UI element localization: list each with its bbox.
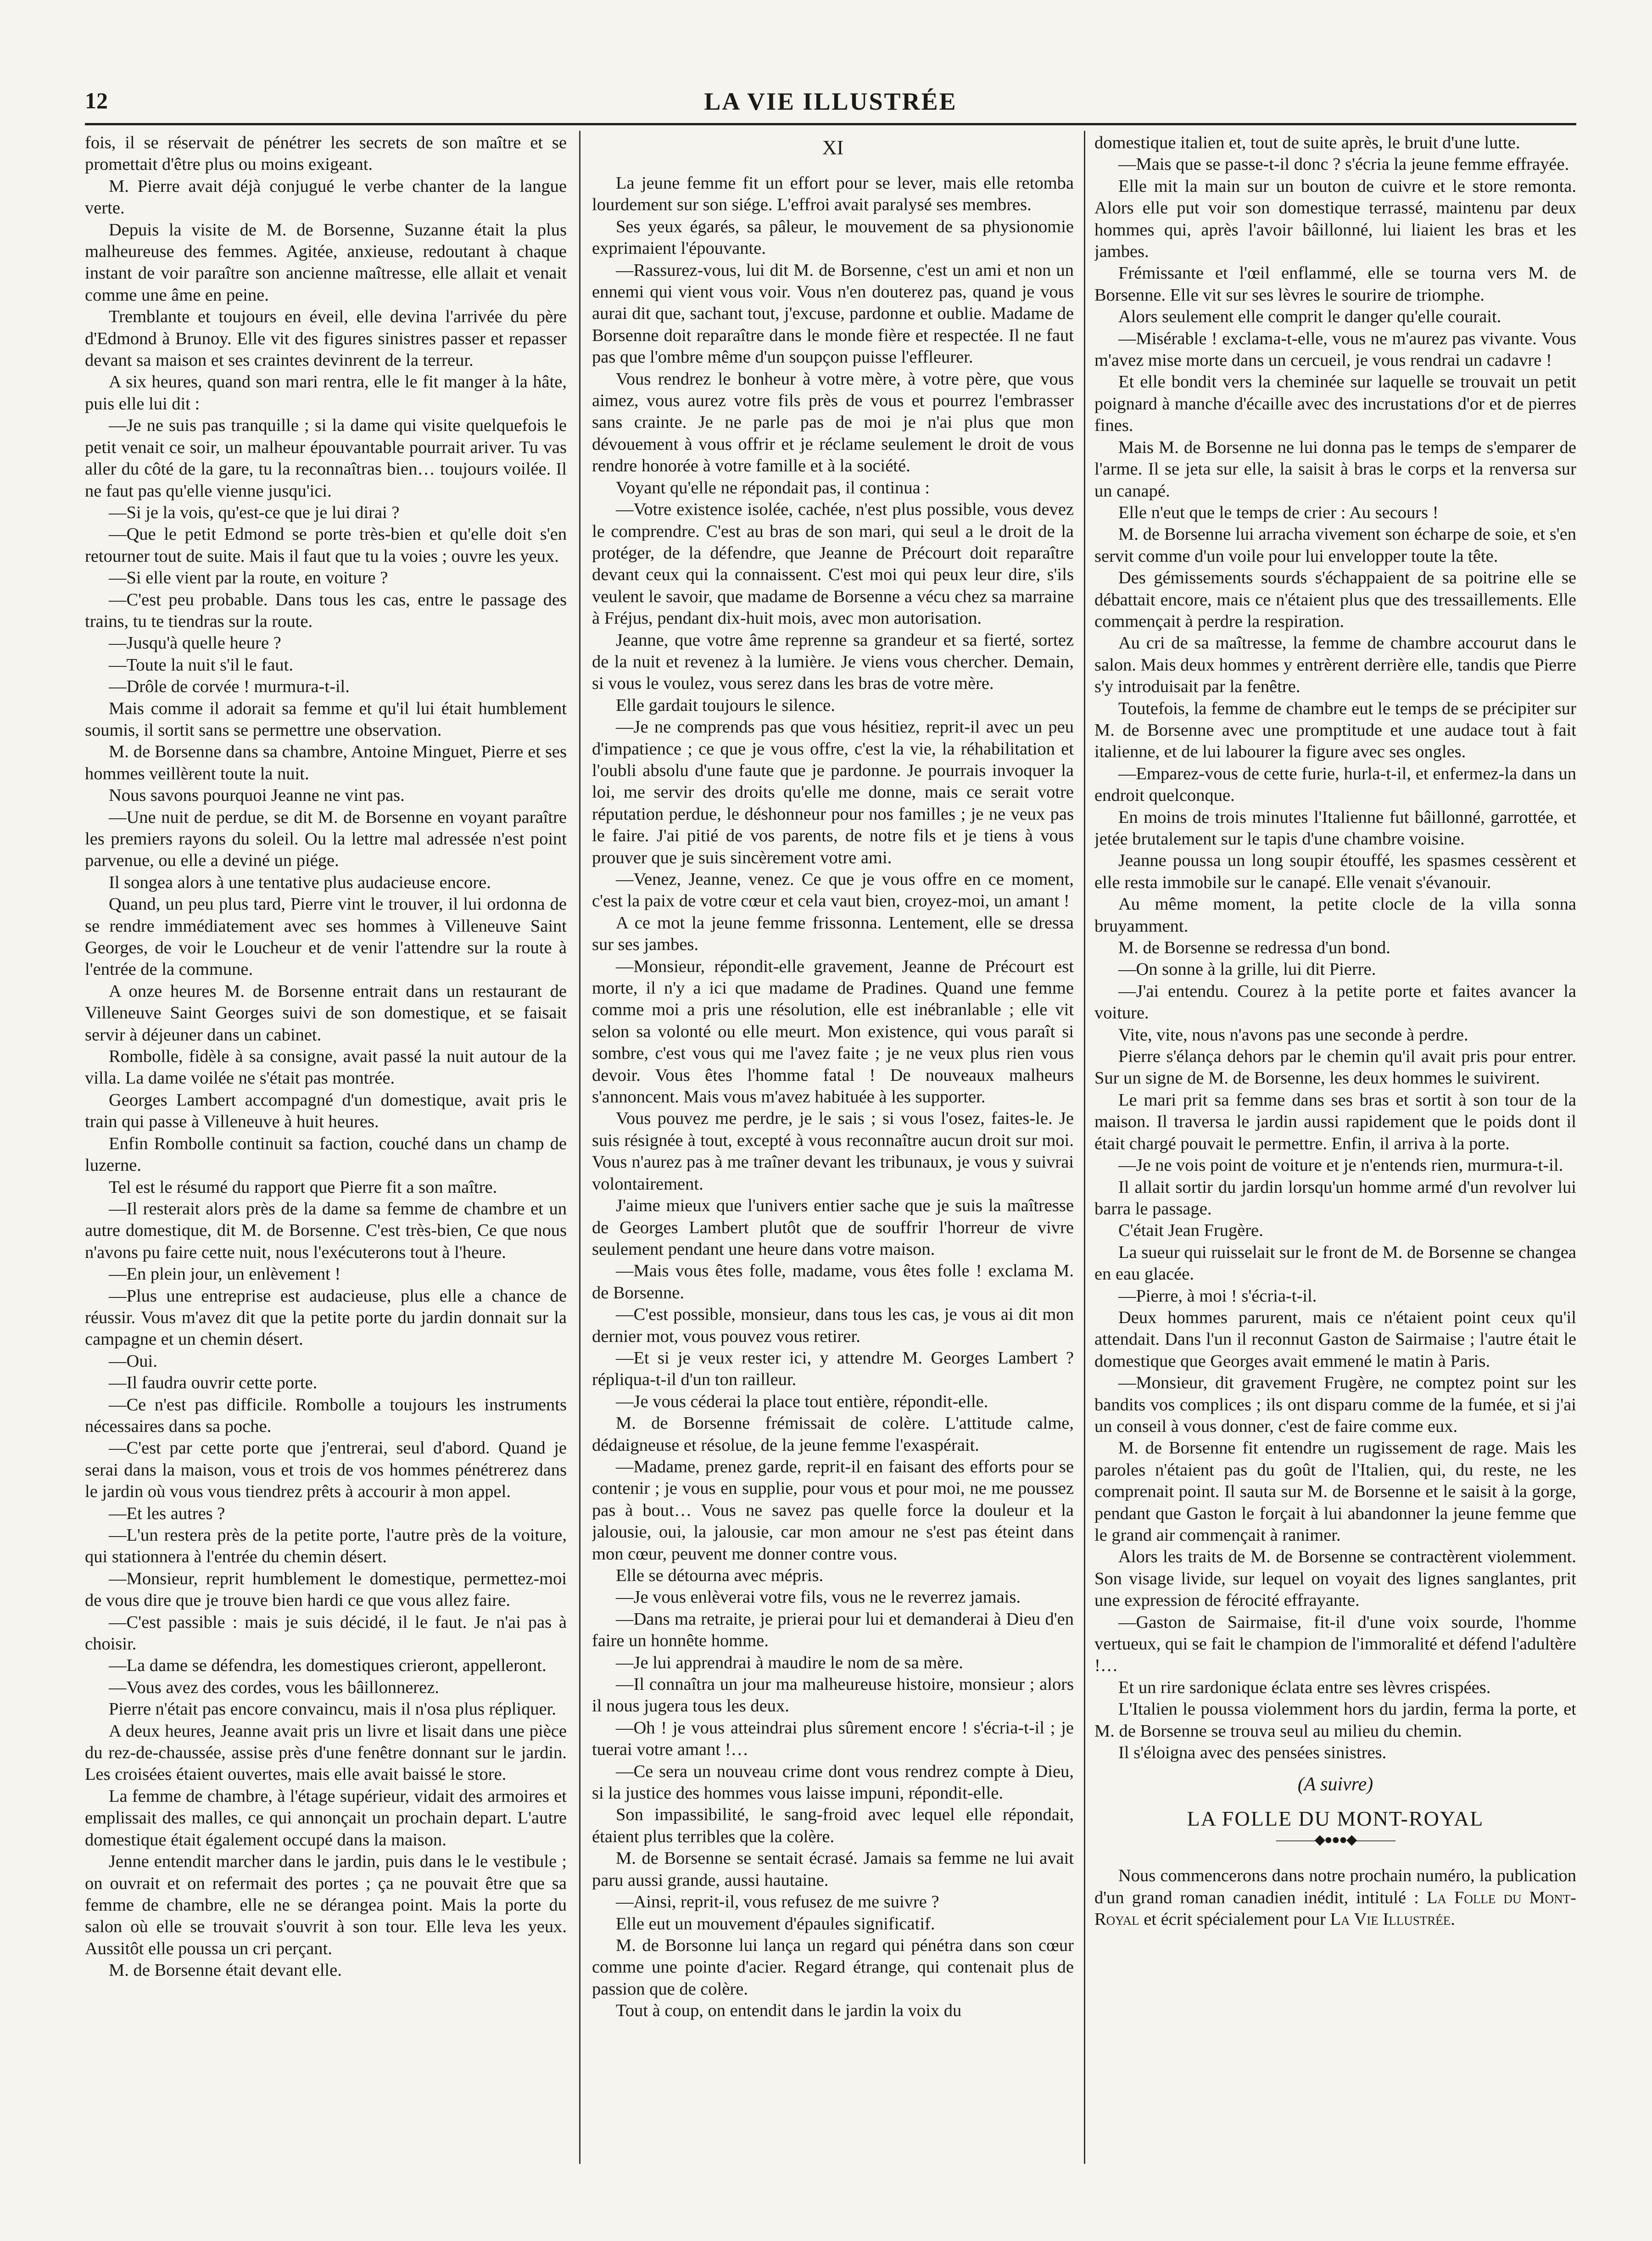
paragraph: Ses yeux égarés, sa pâleur, le mouvement de sa physionomie exprimaient l'épouvante. xyxy=(592,217,1074,258)
paragraph: —Vous avez des cordes, vous les bâillonnerez. xyxy=(109,1677,439,1697)
paragraph: M. de Borsenne était devant elle. xyxy=(109,1961,342,1980)
paragraph: La jeune femme fit un effort pour se lever, mais elle retomba lourdement sur son siége. L'effroi avait paralysé ses membres. xyxy=(592,173,1074,215)
paragraph: —Plus une entreprise est audacieuse, plus elle a chance de réussir. Vous m'avez dit que la petite porte du jardin donnait sur la campagne et un chemin désert. xyxy=(85,1286,567,1349)
paragraph: Il songea alors à une tentative plus audacieuse encore. xyxy=(109,872,491,892)
paragraph: —Il connaîtra un jour ma malheureuse histoire, monsieur ; alors il nous jugera tous les deux. xyxy=(592,1675,1074,1716)
paragraph: Alors seulement elle comprit le danger qu'elle courait. xyxy=(1118,307,1501,327)
paragraph: Tel est le résumé du rapport que Pierre fit a son maître. xyxy=(109,1177,497,1197)
section-title: LA FOLLE DU MONT-ROYAL xyxy=(1187,1806,1484,1830)
paragraph: Enfin Rombolle continuit sa faction, couché dans un champ de luzerne. xyxy=(85,1134,567,1175)
paragraph: —On sonne à la grille, lui dit Pierre. xyxy=(1118,960,1376,979)
to-be-continued: (A suivre) xyxy=(1297,1774,1373,1795)
header-rule xyxy=(85,123,1576,125)
paragraph: Au cri de sa maîtresse, la femme de chambre accourut dans le salon. Mais deux hommes y entrèrent derrière elle, tandis que Pierre s'y introduisait par la fenêtre. xyxy=(1094,633,1576,697)
paragraph: Elle gardait toujours le silence. xyxy=(616,695,835,715)
paragraph: —Je ne vois point de voiture et je n'entends rien, murmura-t-il. xyxy=(1118,1156,1563,1175)
paragraph: —Il resterait alors près de la dame sa femme de chambre et un autre domestique, dit M. de Borsenne. C'est très-bien, Ce que nous n'avons pu faire cette nuit, nous l'exécuterons tout à l'heure. xyxy=(85,1199,567,1262)
column-divider-2 xyxy=(1084,131,1085,2164)
paragraph: Jeanne poussa un long soupir étouffé, les spasmes cessèrent et elle resta immobile sur le canapé. Elle venait s'évanouir. xyxy=(1094,851,1576,892)
paragraph: —Oh ! je vous atteindrai plus sûrement encore ! s'écria-t-il ; je tuerai votre amant !… xyxy=(592,1718,1074,1760)
paragraph: Au même moment, la petite clocle de la villa sonna bruyamment. xyxy=(1094,894,1576,936)
paragraph: —La dame se défendra, les domestiques crieront, appelleront. xyxy=(109,1656,547,1676)
page-number: 12 xyxy=(85,88,108,113)
paragraph: —Votre existence isolée, cachée, n'est plus possible, vous devez le comprendre. C'est au bras de son mari, qui seul a le droit de la protéger, de la défendre, que Jeanne de Précourt doit reparaître devant ceux qui la connaissent. C'est moi qui peux leur dire, s'ils veulent le savoir, que madame de Borsenne a vécu chez sa marraine à Fréjus, pendant dix-huit mois, avec mon autorisation. xyxy=(592,500,1074,628)
paragraph: Elle se détourna avec mépris. xyxy=(616,1566,824,1585)
paragraph: Voyant qu'elle ne répondait pas, il continua : xyxy=(616,478,930,497)
column-3 xyxy=(1094,132,1576,2170)
paragraph: Frémissante et l'œil enflammé, elle se tourna vers M. de Borsenne. Elle vit sur ses lèvres le sourire de triomphe. xyxy=(1094,263,1576,305)
paragraph: La sueur qui ruisselait sur le front de M. de Borsenne se changea en eau glacée. xyxy=(1094,1242,1576,1284)
paragraph: —Rassurez-vous, lui dit M. de Borsenne, c'est un ami et non un ennemi qui vient vous voir. Vous n'en douterez pas, quand je vous aurai dit que, sachant tout, j'excuse, pardonne et oublie. Madame de Borsenne doit reparaître dans le monde fière et respectée. Il ne faut pas que l'ombre même d'un soupçon puisse l'effleurer. xyxy=(592,260,1074,367)
column-divider-1 xyxy=(579,131,580,2164)
column-1 xyxy=(85,132,567,2170)
paragraph: L'Italien le poussa violemment hors du jardin, ferma la porte, et M. de Borsenne se trouva seul au milieu du chemin. xyxy=(1094,1699,1576,1741)
page-header xyxy=(85,87,1576,124)
paragraph: Jenne entendit marcher dans le jardin, puis dans le le vestibule ; on ouvrait et on refermait des portes ; ça ne pouvait être que sa femme de chambre, elle ne se dérangea point. Mais la porte du salon où elle se trouvait s'ouvrit à son tour. Elle leva les yeux. Aussitôt elle poussa un cri perçant. xyxy=(85,1852,567,1958)
paragraph: —Toute la nuit s'il le faut. xyxy=(109,655,293,675)
paragraph: Il s'éloigna avec des pensées sinistres. xyxy=(1118,1743,1387,1763)
announcement-novel-title: La Folle du Mont-Royal xyxy=(1094,1888,1576,1929)
paragraph: —Je ne suis pas tranquille ; si la dame qui visite quelquefois le petit venait ce soir, un malheur épouvantable pourrait ariver. Tu vas aller du côté de la gare, tu la reconnaîtras bien… toujours voilée. Il ne faut pas qu'elle vienne jusqu'ici. xyxy=(85,416,567,501)
paragraph: Depuis la visite de M. de Borsenne, Suzanne était la plus malheureuse des femmes. Agitée, anxieuse, redoutant à chaque instant de voir paraître son ancienne maîtresse, elle allait et venait comme une âme en peine. xyxy=(85,220,567,305)
paragraph: —Gaston de Sairmaise, fit-il d'une voix sourde, l'homme vertueux, qui se fait le champion de l'immoralité et défend l'adultère !… xyxy=(1094,1612,1576,1676)
paragraph: —Il faudra ouvrir cette porte. xyxy=(109,1373,318,1393)
paragraph: Toutefois, la femme de chambre eut le temps de se précipiter sur M. de Borsenne avec une promptitude et une audace tout à fait italienne, et de lui labourer la figure avec ses ongles. xyxy=(1094,699,1576,762)
announcement-mid: et écrit spécialement pour xyxy=(1144,1910,1326,1929)
paragraph: —Je vous enlèverai votre fils, vous ne le reverrez jamais. xyxy=(616,1587,1021,1607)
paragraph: Vous pouvez me perdre, je le sais ; si vous l'osez, faites-le. Je suis résignée à tout, excepté à vous reconnaître aucun droit sur moi. Vous n'aurez pas à me traîner devant les tribunaux, je vous y suivrai volontairement. xyxy=(592,1109,1074,1194)
paragraph: —L'un restera près de la petite porte, l'autre près de la voiture, qui stationnera à l'entrée du chemin désert. xyxy=(85,1526,567,1567)
paragraph: Son impassibilité, le sang-froid avec lequel elle répondait, étaient plus terribles que la colère. xyxy=(592,1805,1074,1846)
paragraph: —Drôle de corvée ! murmura-t-il. xyxy=(109,677,350,697)
paragraph: Tremblante et toujours en éveil, elle devina l'arrivée du père d'Edmond à Brunoy. Elle vit des figures sinistres passer et repasser devant sa maison et ses craintes devinrent de la terreur. xyxy=(85,307,567,370)
paragraph: Pierre n'était pas encore convaincu, mais il n'osa plus répliquer. xyxy=(109,1699,557,1719)
paragraph: —Ce sera un nouveau crime dont vous rendrez compte à Dieu, si la justice des hommes vous laisse impuni, répondit-elle. xyxy=(592,1761,1074,1803)
paragraph: —Jusqu'à quelle heure ? xyxy=(109,633,281,653)
paragraph: Et un rire sardonique éclata entre ses lèvres crispées. xyxy=(1118,1677,1491,1697)
paragraph: A ce mot la jeune femme frissonna. Lentement, elle se dressa sur ses jambes. xyxy=(592,913,1074,955)
paragraph: —Mais vous êtes folle, madame, vous êtes folle ! exclama M. de Borsenne. xyxy=(592,1261,1074,1302)
paragraph: domestique italien et, tout de suite après, le bruit d'une lutte. xyxy=(1094,133,1520,152)
chapter-heading: XI xyxy=(822,136,844,159)
paragraph: Quand, un peu plus tard, Pierre vint le trouver, il lui ordonna de se rendre immédiatement avec ses hommes à Villeneuve Saint Georges, de voir le Loucheur et de venir l'attendre sur la route à l'entrée de la commune. xyxy=(85,894,567,979)
paragraph: Elle n'eut que le temps de crier : Au secours ! xyxy=(1118,503,1439,522)
paragraph: M. de Borsenne lui arracha vivement son écharpe de soie, et s'en servit comme d'un voile pour lui envelopper toute la tête. xyxy=(1094,525,1576,566)
paragraph: M. Pierre avait déjà conjugué le verbe chanter de la langue verte. xyxy=(85,176,567,218)
paragraph: Alors les traits de M. de Borsenne se contractèrent violemment. Son visage livide, sur lequel on voyait des lignes sanglantes, prit une expression de férocité effrayante. xyxy=(1094,1547,1576,1610)
paragraph: fois, il se réservait de pénétrer les secrets de son maître et se promettait d'être plus ou moins exigeant. xyxy=(85,133,567,174)
paragraph: —Si je la vois, qu'est-ce que je lui dirai ? xyxy=(109,503,400,522)
paragraph: Elle eut un mouvement d'épaules significatif. xyxy=(616,1914,935,1934)
paragraph: —Monsieur, dit gravement Frugère, ne comptez point sur les bandits vos complices ; ils ont disparu comme de la fumée, et si j'ai un conseil à vous donner, c'est de faire comme eux. xyxy=(1094,1373,1576,1436)
paragraph: —C'est par cette porte que j'entrerai, seul d'abord. Quand je serai dans la maison, vous et trois de vos hommes pénétrerez dans le jardin où vous vous tiendrez prêts à accourir à mon appel. xyxy=(85,1438,567,1502)
paragraph: —Venez, Jeanne, venez. Ce que je vous offre en ce moment, c'est la paix de votre cœur et cela vaut bien, croyez-moi, un amant ! xyxy=(592,870,1074,911)
paragraph: —Et si je veux rester ici, y attendre M. Georges Lambert ? répliqua-t-il d'un ton railleur. xyxy=(592,1348,1074,1390)
paragraph: —Emparez-vous de cette furie, hurla-t-il, et enfermez-la dans un endroit quelconque. xyxy=(1094,764,1576,805)
paragraph: —C'est peu probable. Dans tous les cas, entre le passage des trains, tu te tiendras sur la route. xyxy=(85,590,567,631)
paragraph: M. de Borsenne se redressa d'un bond. xyxy=(1118,938,1390,958)
paragraph: M. de Borsenne dans sa chambre, Antoine Minguet, Pierre et ses hommes veillèrent toute la nuit. xyxy=(85,742,567,783)
paragraph: —Je ne comprends pas que vous hésitiez, reprit-il avec un peu d'impatience ; ce que je vous offre, c'est la vie, la réhabilitation et l'oubli absolu d'une faute que je pardonne. Je pourrais invoquer la loi, me servir des droits qu'elle me donne, mais ce serait votre réputation perdue, le déshonneur pour nos familles ; je ne veux pas le faire. J'ai pitié de vos parents, de notre fils et je tiens à vous prouver que je suis sincèrement votre ami. xyxy=(592,717,1074,867)
paragraph: —Ce n'est pas difficile. Rombolle a toujours les instruments nécessaires dans sa poche. xyxy=(85,1395,567,1436)
paragraph: C'était Jean Frugère. xyxy=(1118,1221,1263,1241)
paragraph: —Madame, prenez garde, reprit-il en faisant des efforts pour se contenir ; je vous en supplie, pour vous et pour moi, ne me poussez pas à bout… Vous ne savez pas quelle force la douleur et la jalousie, oui, la jalousie, car mon amour ne s'est pas éteint dans mon cœur, peuvent me donner contre vous. xyxy=(592,1457,1074,1564)
paragraph: En moins de trois minutes l'Italienne fut bâillonné, garrottée, et jetée brutalement sur le tapis d'une chambre voisine. xyxy=(1094,807,1576,849)
paragraph: Vite, vite, nous n'avons pas une seconde à perdre. xyxy=(1118,1025,1468,1045)
announcement-journal-title: La Vie Illustrée. xyxy=(1330,1910,1455,1929)
paragraph: —Dans ma retraite, je prierai pour lui et demanderai à Dieu d'en faire un honnête homme. xyxy=(592,1609,1074,1651)
ornament-divider: ———◆●●●◆——— xyxy=(1276,1832,1395,1848)
paragraph: —Misérable ! exclama-t-elle, vous ne m'aurez pas vivante. Vous m'avez mise morte dans un cercueil, je vous rendrai un cadavre ! xyxy=(1094,329,1576,370)
paragraph: Et elle bondit vers la cheminée sur laquelle se trouvait un petit poignard à manche d'écaille avec des incrustations d'or et de pierres fines. xyxy=(1094,372,1576,436)
paragraph: Georges Lambert accompagné d'un domestique, avait pris le train qui passe à Villeneuve à huit heures. xyxy=(85,1090,567,1132)
paragraph: Jeanne, que votre âme reprenne sa grandeur et sa fierté, sortez de la nuit et revenez à la lumière. Je viens vous chercher. Demain, si vous le voulez, vous serez dans les bras de votre mère. xyxy=(592,630,1074,693)
paragraph: —Je vous céderai la place tout entière, répondit-elle. xyxy=(616,1392,988,1411)
paragraph: A onze heures M. de Borsenne entrait dans un restaurant de Villeneuve Saint Georges suivi de son domestique, et se faisait servir à déjeuner dans un cabinet. xyxy=(85,981,567,1045)
paragraph: Pierre s'élança dehors par le chemin qu'il avait pris pour entrer. Sur un signe de M. de Borsenne, les deux hommes le suivirent. xyxy=(1094,1047,1576,1088)
paragraph: —C'est passible : mais je suis décidé, il le faut. Je n'ai pas à choisir. xyxy=(85,1612,567,1654)
paragraph: La femme de chambre, à l'étage supérieur, vidait des armoires et emplissait des malles, ce qui annonçait un prochain depart. L'autre domestique était également occupé dans la maison. xyxy=(85,1786,567,1850)
paragraph: —Ainsi, reprit-il, vous refusez de me suivre ? xyxy=(616,1892,939,1912)
paragraph: —En plein jour, un enlèvement ! xyxy=(109,1264,341,1284)
paragraph: —Si elle vient par la route, en voiture ? xyxy=(109,568,388,588)
paragraph: —Une nuit de perdue, se dit M. de Borsenne en voyant paraître les premiers rayons du soleil. Ou la lettre mal adressée n'est point parvenue, ou elle a deviné un piége. xyxy=(85,807,567,871)
paragraph: Nous savons pourquoi Jeanne ne vint pas. xyxy=(109,786,405,805)
paragraph: M. de Borsenne frémissait de colère. L'attitude calme, dédaigneuse et résolue, de la jeune femme l'exaspérait. xyxy=(592,1414,1074,1455)
paragraph: Vous rendrez le bonheur à votre mère, à votre père, que vous aimez, vous aurez votre fils près de vous et pourrez l'embrasser sans crainte. Je ne parle pas de moi je n'ai plus que mon dévouement à vous offrir et je réclame seulement le droit de vous rendre honorée à votre famille et à la société. xyxy=(592,369,1074,476)
announcement-lead: Nous commencerons dans notre prochain numéro, la publication d'un grand roman canadien inédit, intitulé : xyxy=(1094,1866,1576,1907)
paragraph: Mais comme il adorait sa femme et qu'il lui était humblement soumis, il sortit sans se permettre une observation. xyxy=(85,699,567,740)
paragraph: M. de Borsenne fit entendre un rugissement de rage. Mais les paroles n'étaient pas du goût de l'Italien, qui, du reste, ne les comprenait point. Il sauta sur M. de Borsenne et le saisit à la gorge, pendant que Gaston le forçait à lui abandonner la jeune femme que le grand air commençait à ranimer. xyxy=(1094,1438,1576,1545)
paragraph: Tout à coup, on entendit dans le jardin la voix du xyxy=(616,2001,962,2021)
paragraph: Rombolle, fidèle à sa consigne, avait passé la nuit autour de la villa. La dame voilée ne s'était pas montrée. xyxy=(85,1047,567,1088)
paragraph: —Je lui apprendrai à maudire le nom de sa mère. xyxy=(616,1653,963,1672)
paragraph: J'aime mieux que l'univers entier sache que je suis la maîtresse de Georges Lambert plutôt que de souffrir l'horreur de vivre seulement pendant une heure dans votre maison. xyxy=(592,1196,1074,1259)
paragraph: —C'est possible, monsieur, dans tous les cas, je vous ai dit mon dernier mot, vous pouvez vous retirer. xyxy=(592,1305,1074,1346)
journal-title: LA VIE ILLUSTRÉE xyxy=(704,88,957,115)
column-2 xyxy=(592,132,1074,2170)
paragraph: —Mais que se passe-t-il donc ? s'écria la jeune femme effrayée. xyxy=(1118,155,1569,174)
paragraph: —Et les autres ? xyxy=(109,1503,225,1523)
paragraph: A six heures, quand son mari rentra, elle le fit manger à la hâte, puis elle lui dit : xyxy=(85,372,567,414)
paragraph: —Pierre, à moi ! s'écria-t-il. xyxy=(1118,1286,1317,1306)
paragraph: M. de Borsenne se sentait écrasé. Jamais sa femme ne lui avait paru aussi grande, aussi hautaine. xyxy=(592,1849,1074,1890)
paragraph: Des gémissements sourds s'échappaient de sa poitrine elle se débattait encore, mais ce n'étaient plus que des tressaillements. Elle commençait à perdre la respiration. xyxy=(1094,568,1576,631)
paragraph: Il allait sortir du jardin lorsqu'un homme armé d'un revolver lui barra le passage. xyxy=(1094,1177,1576,1218)
paragraph: —Monsieur, reprit humblement le domestique, permettez-moi de vous dire que je trouve bien hardi ce que vous allez faire. xyxy=(85,1569,567,1610)
paragraph: Deux hommes parurent, mais ce n'étaient point ceux qu'il attendait. Dans l'un il reconnut Gaston de Sairmaise ; l'autre était le domestique que Georges avait emmené le matin à Paris. xyxy=(1094,1308,1576,1371)
paragraph: Mais M. de Borsenne ne lui donna pas le temps de s'emparer de l'arme. Il se jeta sur elle, la saisit à bras le corps et la renversa sur un canapé. xyxy=(1094,437,1576,501)
paragraph: A deux heures, Jeanne avait pris un livre et lisait dans une pièce du rez-de-chaussée, assise près d'une fenêtre donnant sur le jardin. Les croisées étaient ouvertes, mais elle avait baissé le store. xyxy=(85,1721,567,1784)
paragraph: —Oui. xyxy=(109,1351,157,1371)
paragraph: Elle mit la main sur un bouton de cuivre et le store remonta. Alors elle put voir son domestique terrassé, maintenu par deux hommes qui, après l'avoir bâillonné, lui liaient les bras et les jambes. xyxy=(1094,176,1576,262)
paragraph: M. de Borsonne lui lança un regard qui pénétra dans son cœur comme une pointe d'acier. Regard étrange, qui contenait plus de passion que de colère. xyxy=(592,1935,1074,1999)
paragraph: —Monsieur, répondit-elle gravement, Jeanne de Précourt est morte, il n'y a ici que madame de Pradines. Quand une femme comme moi a pris une résolution, elle est inébranlable ; elle vit selon sa volonté ou elle meurt. Mon existence, qui vous paraît si sombre, c'est vous qui me l'avez faite ; je ne veux plus rien vous devoir. Vous êtes l'homme fatal ! De nouveaux malheurs s'annoncent. Mais vous m'avez habituée à les supporter. xyxy=(592,956,1074,1107)
paragraph: —Que le petit Edmond se porte très-bien et qu'elle doit s'en retourner tout de suite. Mais il faut que tu la voies ; ouvre les yeux. xyxy=(85,525,567,566)
paragraph: Le mari prit sa femme dans ses bras et sortit à son tour de la maison. Il traversa le jardin aussi rapidement que le poids dont il était chargé pouvait le permettre. Enfin, il arriva à la porte. xyxy=(1094,1090,1576,1153)
announcement-paragraph xyxy=(1094,1865,1576,1930)
paragraph: —J'ai entendu. Courez à la petite porte et faites avancer la voiture. xyxy=(1094,981,1576,1023)
